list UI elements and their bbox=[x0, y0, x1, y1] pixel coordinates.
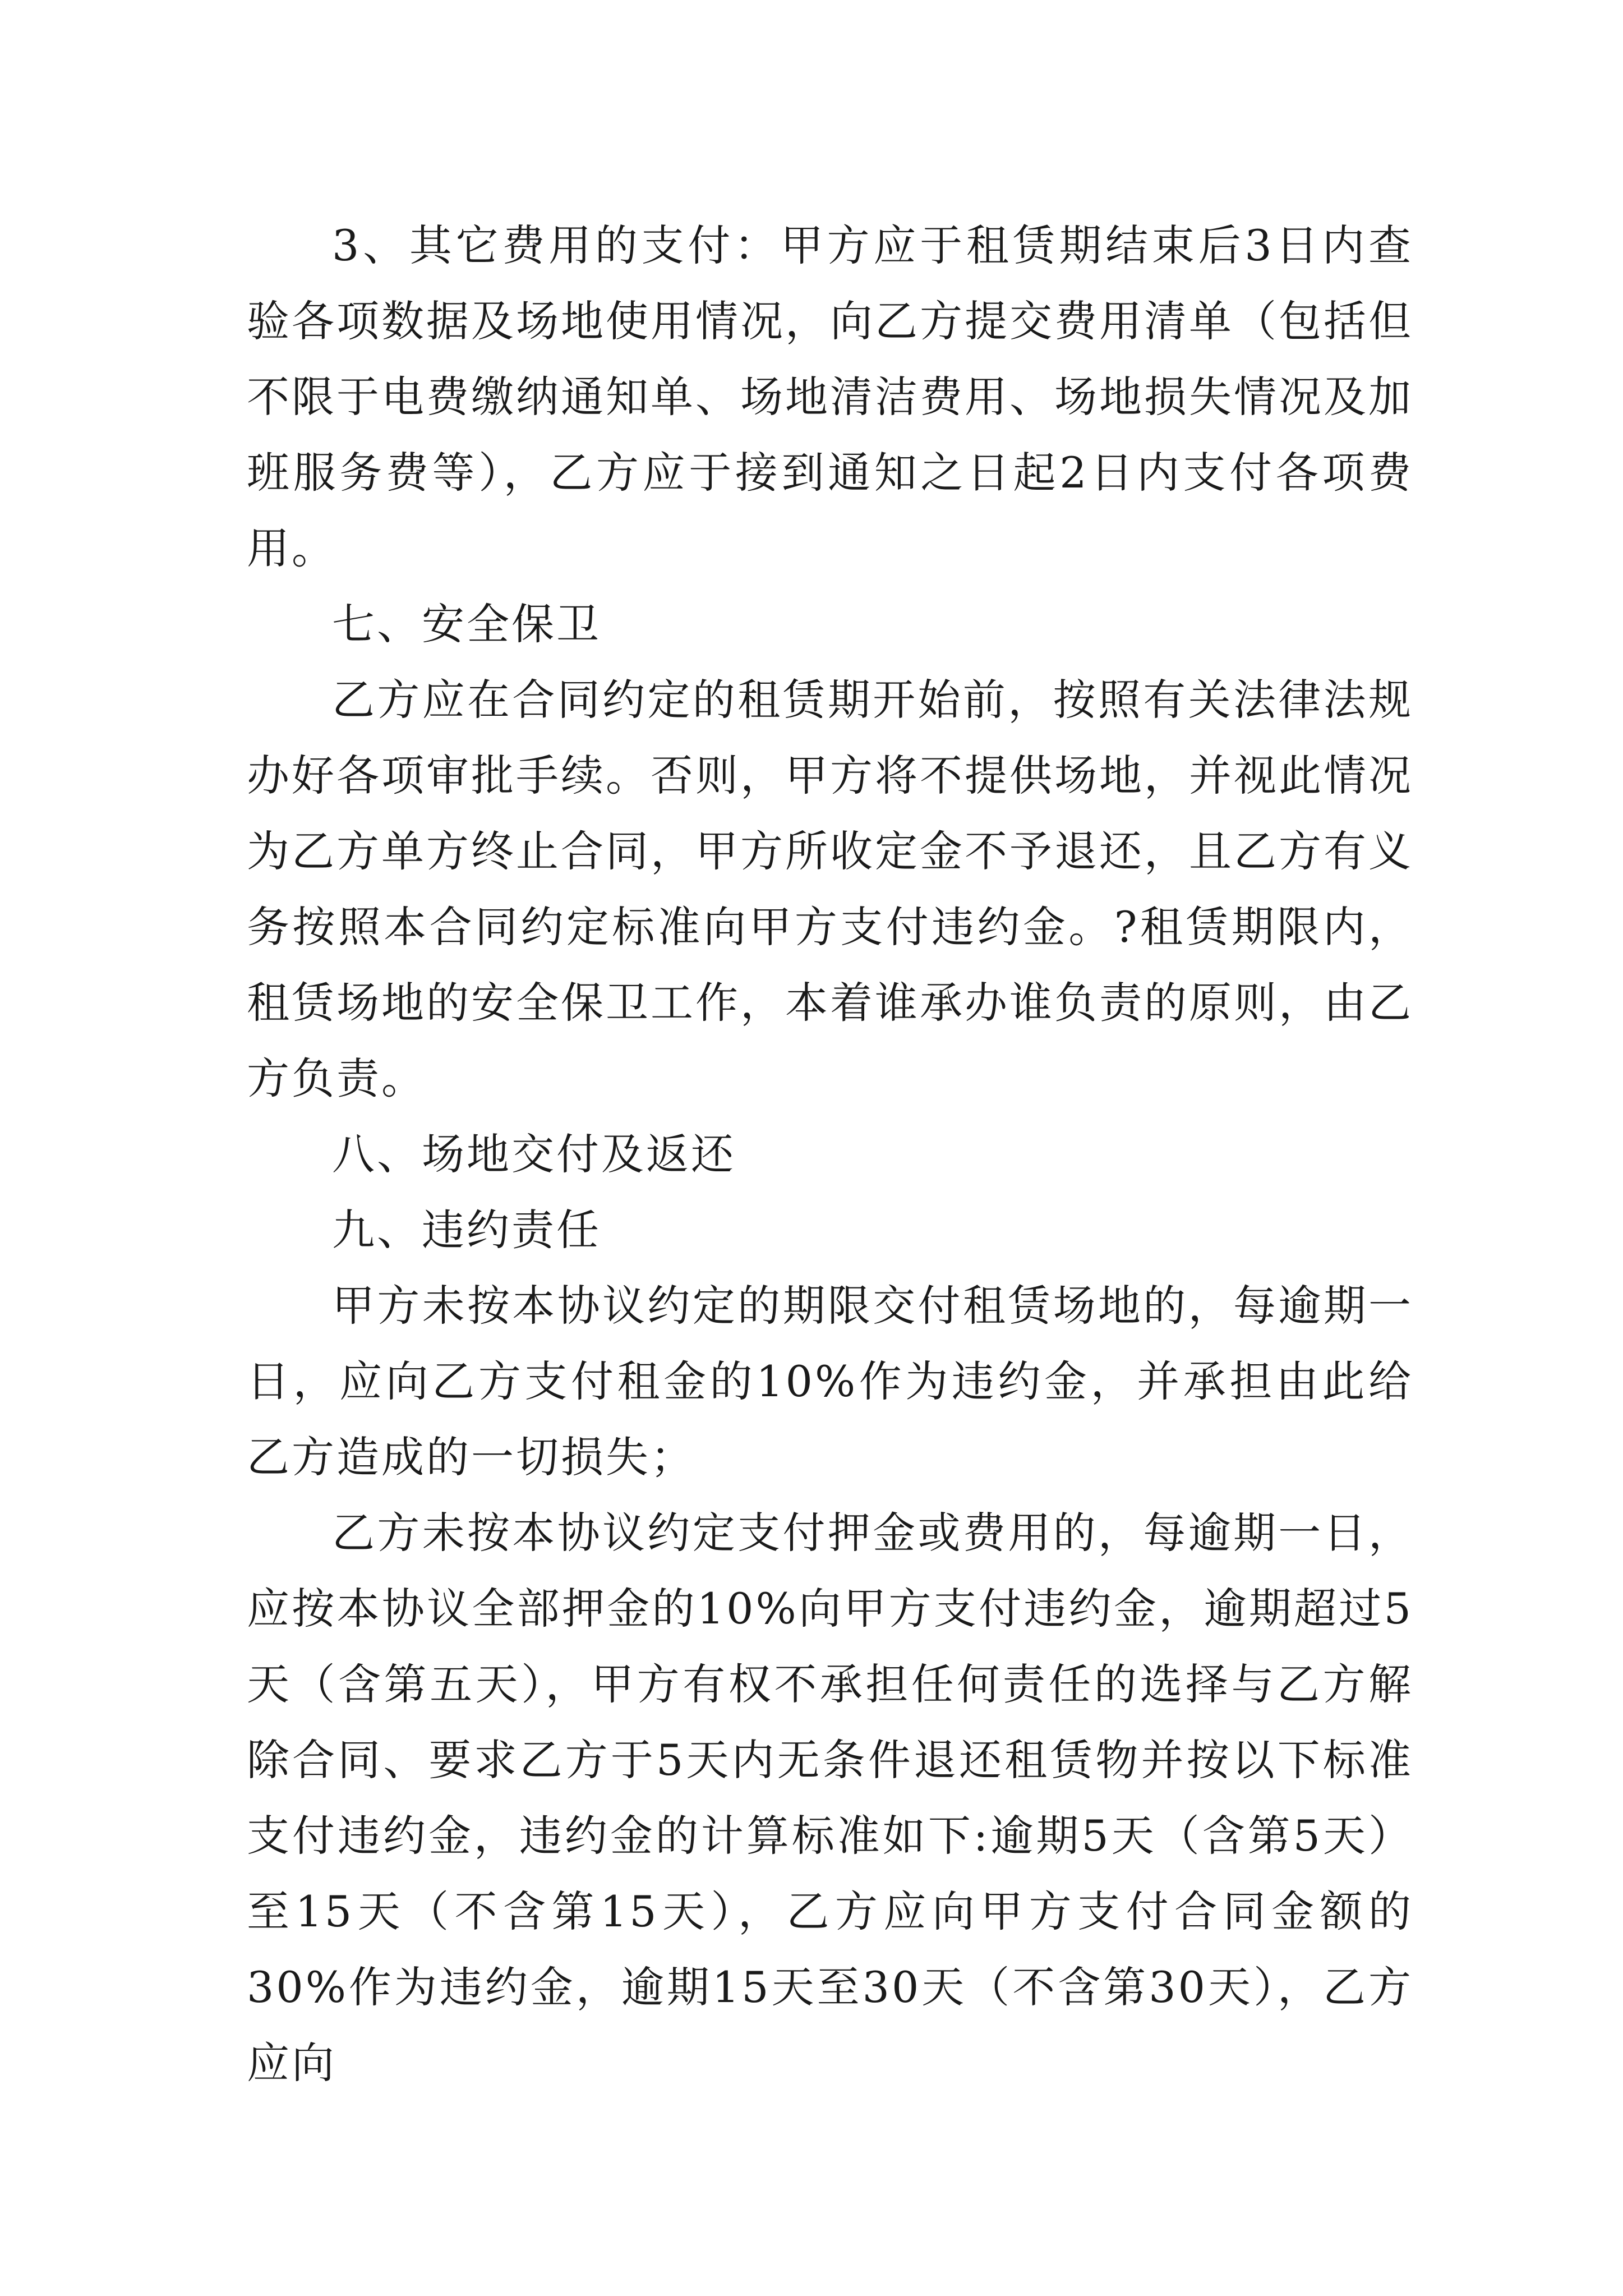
document-body bbox=[247, 208, 1413, 2101]
paragraph-security: 乙方应在合同约定的租赁期开始前，按照有关法律法规办好各项审批手续。否则，甲方将不提供场地，并视此情况为乙方单方终止合同，甲方所收定金不予退还，且乙方有义务按照本合同约定标准向甲方支付违约金。?租赁期限内，租赁场地的安全保卫工作，本着谁承办谁负责的原则，由乙方负责。 bbox=[247, 675, 1413, 1103]
paragraph-party-b-breach: 乙方未按本协议约定支付押金或费用的，每逾期一日，应按本协议全部押金的10%向甲方支付违约金，逾期超过5天（含第五天），甲方有权不承担任何责任的选择与乙方解除合同、要求乙方于5天内无条件退还租赁物并按以下标准支付违约金，违约金的计算标准如下:逾期5天（含第5天）至15天（不含第15天），乙方应向甲方支付合同金额的30%作为违约金，逾期15天至30天（不含第30天），乙方应向 bbox=[247, 1508, 1413, 2088]
paragraph-other-fees: 3、其它费用的支付：甲方应于租赁期结束后3日内查验各项数据及场地使用情况，向乙方提交费用清单（包括但不限于电费缴纳通知单、场地清洁费用、场地损失情况及加班服务费等），乙方应于接到通知之日起2日内支付各项费用。 bbox=[247, 220, 1413, 573]
section-heading-security: 七、安全保卫 bbox=[332, 599, 601, 649]
section-heading-delivery-return: 八、场地交付及返还 bbox=[332, 1129, 736, 1179]
section-heading-liability: 九、违约责任 bbox=[332, 1205, 601, 1255]
paragraph-party-a-breach: 甲方未按本协议约定的期限交付租赁场地的，每逾期一日，应向乙方支付租金的10%作为违约金，并承担由此给乙方造成的一切损失； bbox=[247, 1281, 1413, 1482]
